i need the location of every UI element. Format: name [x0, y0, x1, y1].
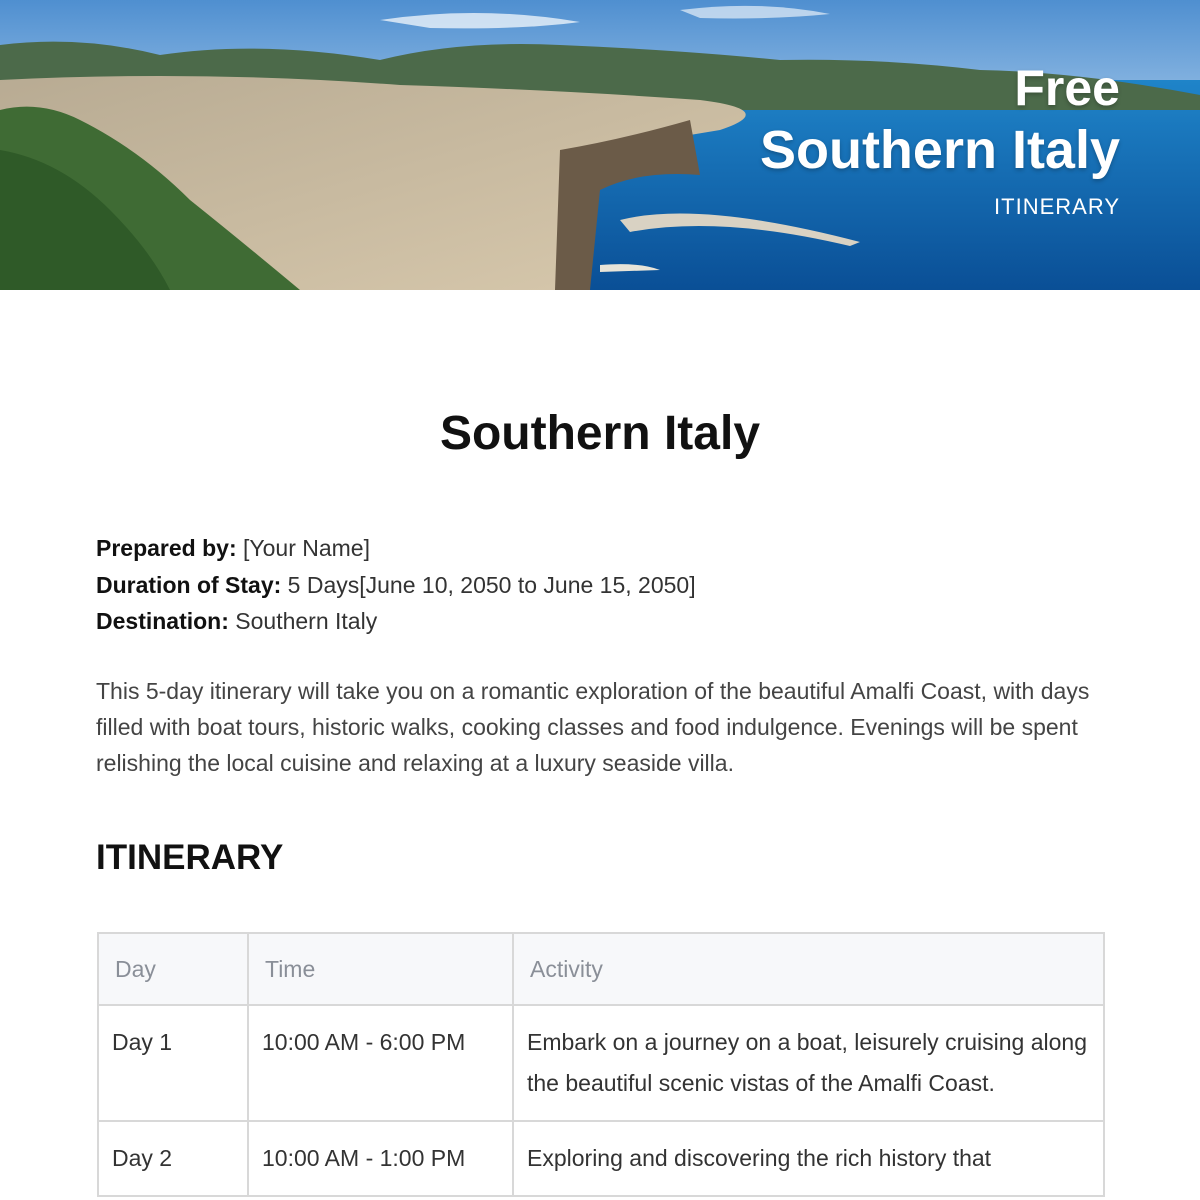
- day-cell: Day 1: [98, 1005, 248, 1121]
- banner-subtitle: ITINERARY: [994, 194, 1120, 219]
- banner-free-label: Free: [1014, 60, 1120, 116]
- trip-details: [96, 530, 696, 640]
- intro-paragraph: This 5-day itinerary will take you on a romantic exploration of the beautiful Amalfi Coast, with days filled with boat tours, historic walks, cooking classes and food indulgence. Evenings will be spent relishing the local cuisine and relaxing at a luxury seaside villa.: [96, 678, 1090, 776]
- document-title: Southern Italy: [439, 407, 761, 460]
- table-row: [98, 1005, 1104, 1121]
- column-header-time: Time: [248, 933, 513, 1005]
- day-cell: Day 2: [98, 1121, 248, 1196]
- itinerary-table: [97, 932, 1105, 1197]
- duration-line: [96, 567, 696, 604]
- destination-label: Destination:: [96, 608, 229, 634]
- banner-heading: [760, 58, 1120, 220]
- prepared-by-line: [96, 530, 696, 567]
- table-row: [98, 1121, 1104, 1196]
- banner-title: Southern Italy: [759, 120, 1120, 180]
- destination-line: [96, 603, 696, 640]
- table-header-row: [98, 933, 1104, 1005]
- prepared-by-value: [Your Name]: [236, 535, 370, 561]
- destination-value: Southern Italy: [228, 608, 378, 634]
- prepared-by-label: Prepared by:: [96, 535, 237, 561]
- hero-banner: [0, 0, 1200, 290]
- time-cell: 10:00 AM - 6:00 PM: [248, 1005, 513, 1121]
- duration-label: Duration of Stay:: [96, 571, 282, 598]
- column-header-activity: Activity: [513, 933, 1104, 1005]
- time-cell: 10:00 AM - 1:00 PM: [248, 1121, 513, 1196]
- duration-value: 5 Days[June 10, 2050 to June 15, 2050]: [281, 571, 696, 598]
- activity-cell: Embark on a journey on a boat, leisurely cruising along the beautiful scenic vistas of the Amalfi Coast.: [513, 1005, 1104, 1121]
- activity-cell: Exploring and discovering the rich history that: [513, 1121, 1104, 1196]
- column-header-day: Day: [98, 933, 248, 1005]
- itinerary-heading: ITINERARY: [96, 838, 284, 877]
